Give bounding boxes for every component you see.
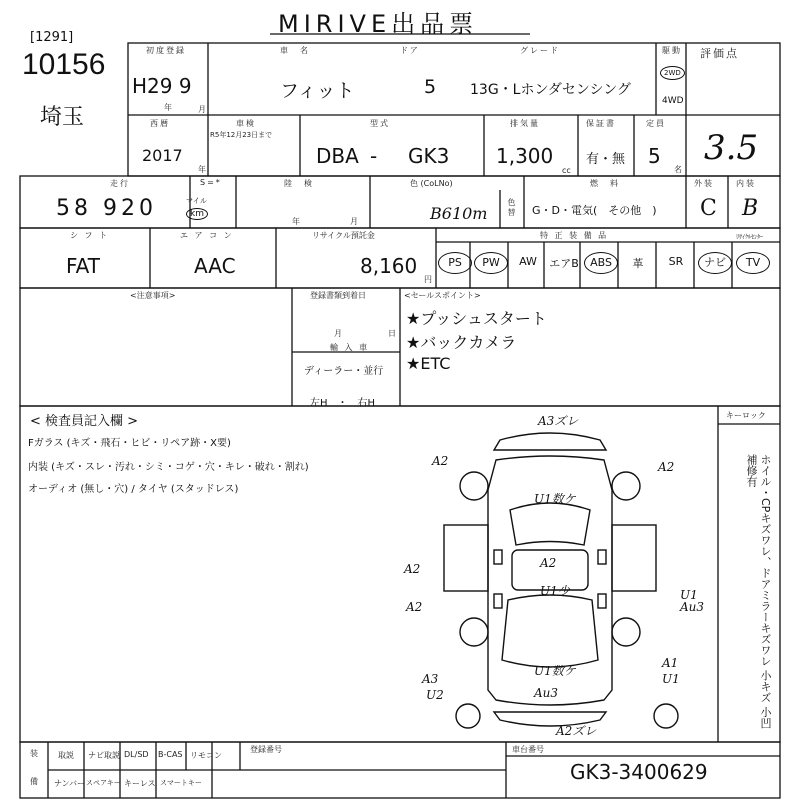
bottom-row1-0: 取説: [58, 751, 74, 760]
model-label: 型式: [370, 119, 390, 128]
recycle-fee: 8,160: [360, 254, 418, 278]
ac-label: エ ア コ ン: [180, 231, 234, 240]
color-label: 色 (CoLNo): [410, 179, 453, 188]
reg-day: 日: [388, 329, 398, 338]
car-name-label: 車 名: [280, 46, 310, 55]
region: 埼玉: [40, 105, 85, 130]
chassis-number: GK3-3400629: [570, 760, 708, 784]
damage-mark: U1数ケ: [534, 492, 576, 506]
exterior: C: [700, 196, 717, 221]
damage-mark: A1: [662, 656, 679, 670]
equipment-item: AW: [519, 255, 537, 268]
damage-mark: U1: [680, 588, 698, 602]
score: 3.5: [704, 128, 759, 168]
ac: AAC: [194, 254, 236, 278]
handle-option: 左H ・ 右H: [310, 398, 376, 409]
inspector-line-2: 内装 (キズ・スレ・汚れ・シミ・コゲ・穴・キレ・破れ・割れ): [28, 462, 309, 473]
equipment-item: PS: [438, 252, 472, 274]
grade: 13G・Lホンダセンシング: [470, 82, 631, 98]
cc-unit: cc: [562, 166, 571, 175]
equipment-label: 特 正 装 備 品: [540, 231, 609, 240]
exterior-label: 外装: [694, 179, 714, 188]
bottom-row1-2: DL/SD: [124, 750, 149, 759]
capacity-unit: 名: [674, 165, 684, 174]
equipment-item: エアB: [549, 257, 579, 270]
inspector-line-1: Fガラス (キズ・飛石・ヒビ・リペア跡・X要): [28, 438, 231, 449]
car-name: フィット: [280, 80, 355, 102]
drive-4wd: 4WD: [662, 96, 684, 106]
inspection-label: 車検: [236, 119, 256, 128]
reg-month: 月: [334, 329, 344, 338]
shift: FAT: [66, 254, 101, 278]
bottom-row1-1: ナビ取説: [88, 751, 120, 760]
damage-mark: U1数ケ: [534, 664, 576, 678]
dealer-option: ディーラー・並行: [304, 366, 384, 377]
color: B610m: [430, 204, 488, 223]
month-label: 月: [198, 105, 208, 114]
mileage: 58 920: [56, 196, 157, 221]
score-label: 評価点: [700, 47, 739, 60]
recall-year: 年: [292, 217, 302, 226]
mileage-unit: km: [186, 208, 208, 220]
import-label: 輸 入 車: [330, 343, 370, 352]
equipment-item: ABS: [584, 252, 618, 274]
damage-mark: A2: [540, 556, 557, 570]
damage-mark: U1: [662, 672, 680, 686]
equipment-item: 革: [632, 257, 644, 270]
damage-mark: A2: [404, 562, 421, 576]
model-code: GK3: [408, 144, 450, 168]
sales-point-1: ★プッシュスタート: [406, 309, 547, 328]
inspector-side-note: ホイル・CPキズワレ、ドアミラーキズワレ 小キズ 小凹 補修有: [745, 454, 772, 729]
drive-label: 駆動: [662, 46, 682, 55]
warranty: 有・無: [586, 152, 626, 167]
displacement-label: 排気量: [510, 119, 540, 128]
bottom-row1-3: B-CAS: [158, 750, 183, 759]
first-registration: H29 9: [132, 74, 192, 98]
sales-point-2: ★バックカメラ: [406, 333, 517, 352]
shift-label: シ フ ト: [70, 231, 110, 240]
bottom-row2-0: ナンバー: [54, 779, 86, 788]
recycle-label: リサイクル預託金: [312, 231, 375, 240]
capacity: 5: [648, 144, 661, 168]
equipment-item: PW: [474, 252, 508, 274]
first-reg-label: 初度登録: [146, 46, 186, 55]
warranty-label: 保証書: [586, 119, 616, 128]
damage-mark: A3ズレ: [538, 414, 579, 428]
form-code: [1291]: [30, 30, 74, 45]
drive-2wd: 2WD: [660, 66, 685, 80]
yen-unit: 円: [424, 275, 434, 284]
inspector-label: < 検査員記入欄 >: [30, 414, 139, 429]
damage-mark: Au3: [680, 600, 705, 614]
western-label: 西暦: [150, 119, 170, 128]
hrpt-label: ﾘｻｲｸﾙｾﾝﾀｰ: [736, 234, 764, 241]
model-dash: -: [370, 144, 378, 168]
damage-mark: A2ズレ: [556, 724, 597, 738]
inspector-line-3: オーディオ (無し・穴) / タイヤ (スタッドレス): [28, 484, 239, 495]
damage-mark: A2: [432, 454, 449, 468]
color-change-label: 色替: [507, 198, 516, 218]
western-yr: 年: [198, 165, 208, 174]
bottom-row2-1: スペアキー: [86, 779, 121, 787]
interior: B: [742, 196, 759, 221]
damage-mark: A2: [658, 460, 675, 474]
damage-mark: A2: [406, 600, 423, 614]
displacement: 1,300: [496, 144, 554, 168]
damage-mark: U2: [426, 688, 444, 702]
sales-label: <セールスポイント>: [404, 291, 481, 300]
model-prefix: DBA: [316, 144, 359, 168]
capacity-label: 定員: [646, 119, 666, 128]
lot-number: 10156: [22, 48, 106, 81]
mileage-unit-top: マイル: [186, 197, 207, 205]
damage-mark: Au3: [534, 686, 559, 700]
bottom-cat-2: 備: [30, 777, 40, 786]
fuel: G・D・電気( その他 ): [532, 204, 657, 217]
fuel-label: 燃 料: [590, 179, 620, 188]
mileage-label: 走行: [110, 179, 130, 188]
equipment-item: TV: [736, 252, 770, 274]
grade-label: グレード: [520, 46, 560, 55]
equipment-item: ナビ: [698, 252, 732, 274]
inspection-sub: R5年12月23日まで: [210, 131, 273, 139]
damage-mark: A3: [422, 672, 439, 686]
chassis-label: 車台番号: [512, 745, 544, 754]
damage-mark: U1少: [540, 584, 570, 598]
interior-label: 内装: [736, 179, 756, 188]
sales-point-3: ★ETC: [406, 354, 451, 373]
note-label: <注意事項>: [130, 291, 176, 300]
reg-number-label: 登録番号: [250, 745, 282, 754]
equipment-item: SR: [668, 255, 684, 268]
doors-label: ドア: [400, 46, 420, 55]
bottom-row1-4: リモコン: [190, 751, 222, 760]
doors: 5: [424, 76, 437, 98]
reg-doc-label: 登録書類到着日: [310, 291, 366, 300]
year: 2017: [142, 146, 183, 165]
keylock-label: キーロック: [726, 411, 766, 420]
bottom-cat-1: 装: [30, 749, 40, 758]
form-title: MIRIVE出品票: [278, 10, 479, 38]
bottom-row2-3: スマートキー: [160, 779, 202, 787]
recall-label: 陸 検: [284, 179, 314, 188]
smeter-label: S=*: [200, 178, 222, 187]
recall-month: 月: [350, 217, 360, 226]
era-label: 年: [164, 103, 174, 112]
bottom-row2-2: キーレス: [124, 779, 156, 788]
